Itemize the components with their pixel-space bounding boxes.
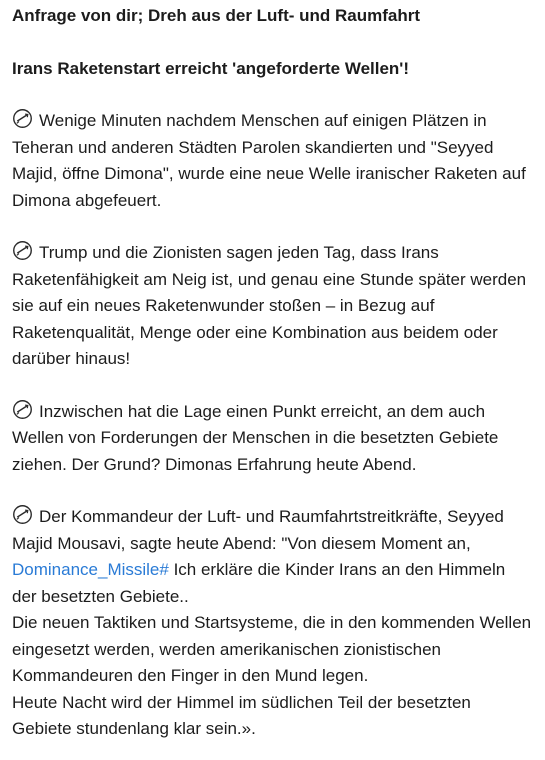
paragraph-2 — [12, 240, 533, 373]
paragraph-4-text-after: Ich erkläre die Kinder Irans an den Himmeln der besetzten Gebiete.. — [12, 560, 506, 606]
paragraph-3-text: Inzwischen hat die Lage einen Punkt erreicht, an dem auch Wellen von Forderungen der Menschen in die besetzten Gebiete ziehen. Der Grund? Dimonas Erfahrung heute Abend. — [12, 401, 499, 474]
post-headline: Irans Raketenstart erreicht 'angeforderte Wellen'! — [12, 58, 410, 78]
missile-emoji-icon — [12, 240, 33, 261]
hashtag-link[interactable]: Dominance_Missile# — [12, 560, 169, 579]
paragraph-3 — [12, 399, 533, 479]
missile-emoji-icon — [12, 108, 33, 129]
paragraph-2-text: Trump und die Zionisten sagen jeden Tag, dass Irans Raketenfähigkeit am Neig ist, und genau eine Stunde später werden sie auf ein neues Raketenwunder stoßen – in Bezug auf Raketenqualität, Menge oder eine Kombination aus beidem oder darüber hinaus! — [12, 243, 527, 368]
paragraph-1-text: Wenige Minuten nachdem Menschen auf einigen Plätzen in Teheran und anderen Städten Parolen skandierten und "Seyyed Majid, öffne Dimona", wurde eine neue Welle iranischer Raketen auf Dimona abgefeuert. — [12, 111, 526, 210]
paragraph-5-text: Die neuen Taktiken und Startsysteme, die in den kommenden Wellen eingesetzt werden, werden amerikanischen zionistischen Kommandeuren den Finger in den Mund legen. — [12, 613, 532, 685]
paragraph-4-text: Der Kommandeur der Luft- und Raumfahrtstreitkräfte, Seyyed Majid Mousavi, sagte heute Abend: "Von diesem Moment an, — [12, 507, 504, 553]
paragraph-1 — [12, 108, 533, 214]
post-header-title: Anfrage von dir; Dreh aus der Luft- und Raumfahrt — [12, 6, 421, 25]
paragraph-6-text: Heute Nacht wird der Himmel im südlichen Teil der besetzten Gebiete stundenlang klar sein.». — [12, 692, 471, 738]
paragraph-4 — [12, 504, 533, 743]
missile-emoji-icon — [12, 399, 33, 420]
missile-emoji-icon — [12, 504, 33, 525]
